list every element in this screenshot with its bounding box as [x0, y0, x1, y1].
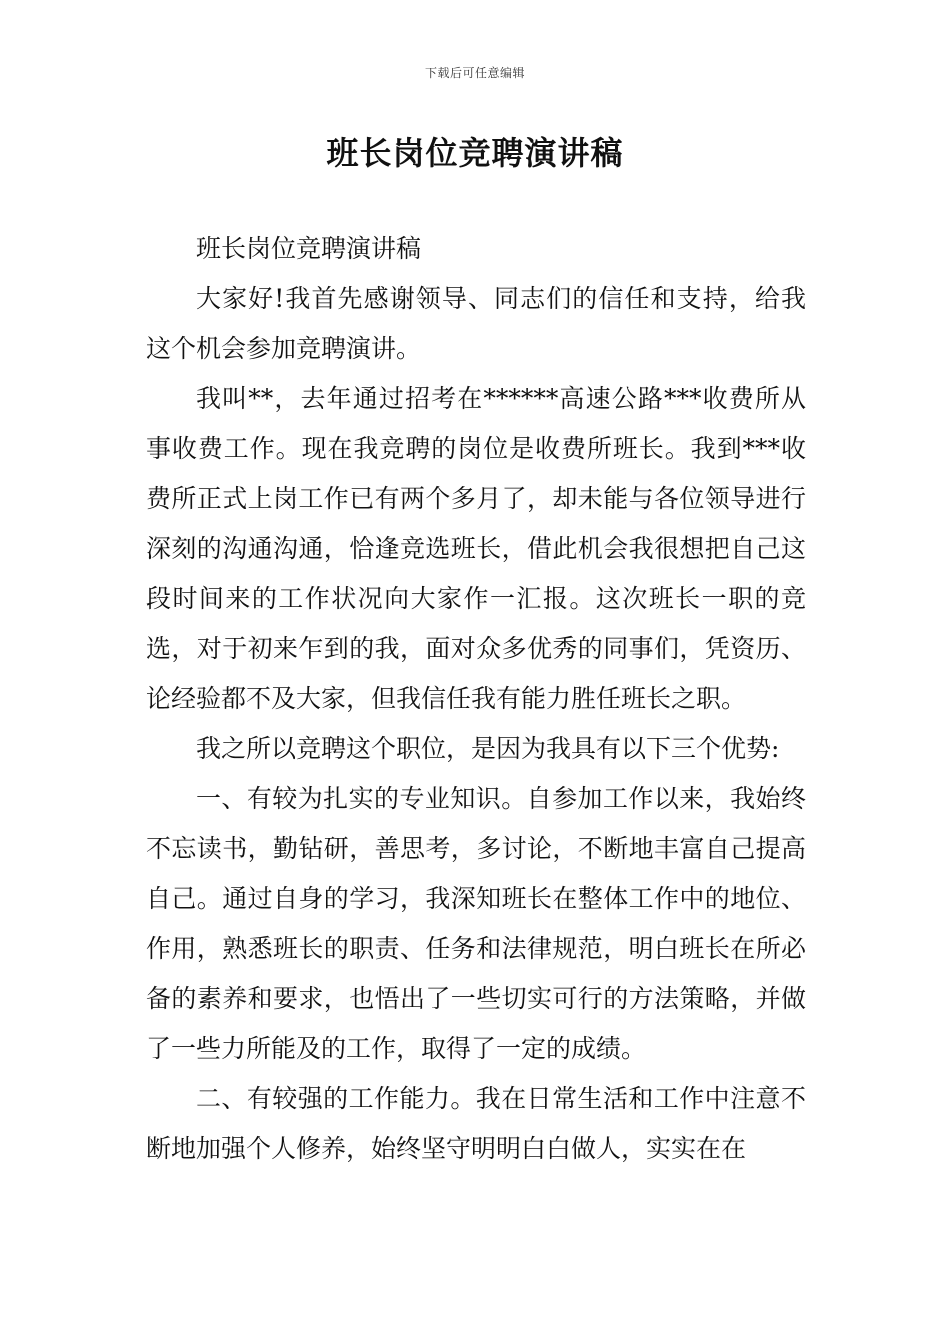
paragraph-greeting: 大家好!我首先感谢领导、同志们的信任和支持，给我这个机会参加竞聘演讲。 [146, 284, 806, 363]
paragraph-subtitle: 班长岗位竞聘演讲稿 [196, 234, 422, 263]
header-note: 下载后可任意编辑 [424, 66, 525, 80]
document-body [146, 224, 806, 1174]
paragraph-introduction: 我叫**，去年通过招考在******高速公路***收费所从事收费工作。现在我竞聘的岗位是收费所班长。我到***收费所正式上岗工作已有两个多月了，却未能与各位领导进行深刻的沟通沟通，恰逢竞选班长，借此机会我很想把自己这段时间来的工作状况向大家作一汇报。这次班长一职的竞选，对于初来乍到的我，面对众多优秀的同事们，凭资历、论经验都不及大家，但我信任我有能力胜任班长之职。 [146, 384, 806, 713]
paragraph-advantage-two: 二、有较强的工作能力。我在日常生活和工作中注意不断地加强个人修养，始终坚守明明白白做人，实实在在 [146, 1084, 806, 1163]
paragraph-advantage-one: 一、有较为扎实的专业知识。自参加工作以来，我始终不忘读书，勤钻研，善思考，多讨论，不断地丰富自己提高自己。通过自身的学习，我深知班长在整体工作中的地位、作用，熟悉班长的职责、任务和法律规范，明白班长在所必备的素养和要求，也悟出了一些切实可行的方法策略，并做了一些力所能及的工作，取得了一定的成绩。 [146, 784, 806, 1063]
paragraph-advantages-lead: 我之所以竞聘这个职位，是因为我具有以下三个优势: [196, 734, 780, 763]
document-title: 班长岗位竞聘演讲稿 [326, 134, 624, 172]
